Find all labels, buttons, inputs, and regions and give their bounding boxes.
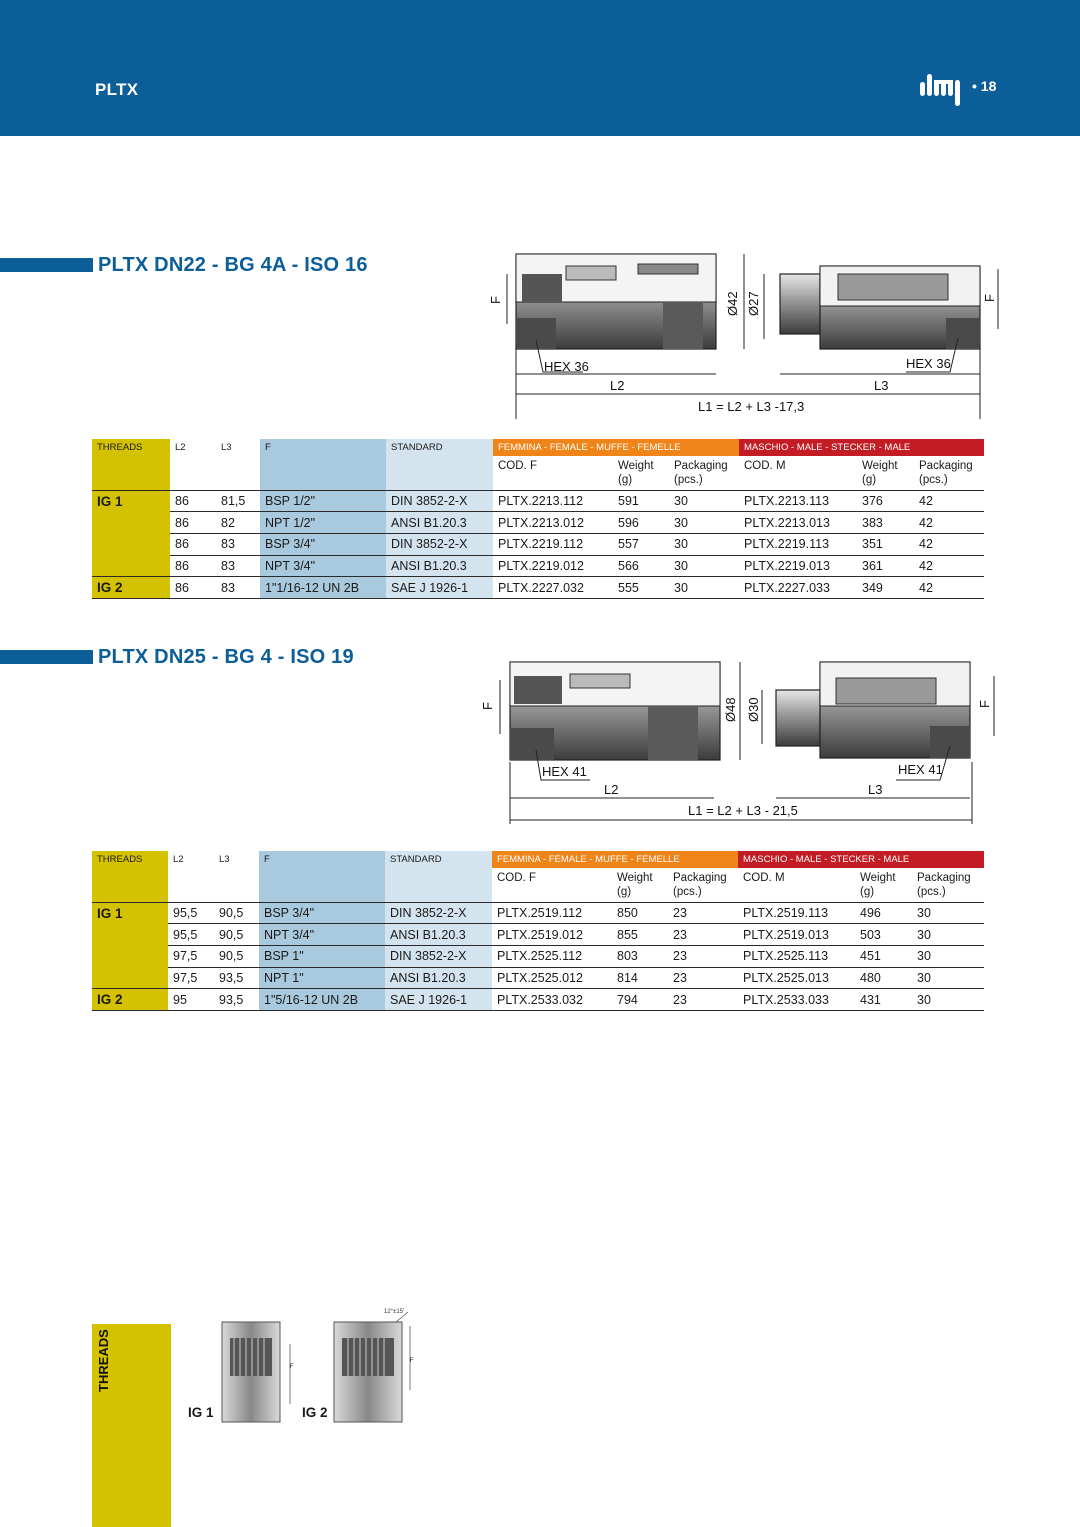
hdr-cell xyxy=(386,456,493,490)
packaging-unit: (pcs.) xyxy=(673,886,702,898)
cell-codf: PLTX.2219.112 xyxy=(493,533,613,555)
cell-l2: 86 xyxy=(170,533,216,555)
col-l3: L3 xyxy=(221,442,232,453)
coupling-drawing-dn22 xyxy=(488,244,1008,422)
ig2-label: IG 2 xyxy=(302,1405,328,1420)
cell-l3: 82 xyxy=(216,512,260,534)
cell-f: 1"5/16-12 UN 2B xyxy=(259,989,385,1011)
cell-l2: 86 xyxy=(170,555,216,577)
cell-l3: 83 xyxy=(216,577,260,599)
cell-l3: 81,5 xyxy=(216,490,260,512)
packaging-unit: (pcs.) xyxy=(917,886,946,898)
cell-thread xyxy=(92,967,168,989)
weight-unit: (g) xyxy=(617,886,632,898)
f-label: F xyxy=(410,1358,414,1364)
cell-codm: PLTX.2219.013 xyxy=(739,555,857,577)
cell-wm: 431 xyxy=(855,989,912,1011)
packaging-label: Packaging xyxy=(919,460,973,472)
table-row xyxy=(92,490,984,512)
cell-wf: 557 xyxy=(613,533,669,555)
cell-wm: 351 xyxy=(857,533,914,555)
cell-l3: 93,5 xyxy=(214,967,259,989)
cell-wf: 596 xyxy=(613,512,669,534)
col-f: F xyxy=(259,851,385,868)
cell-std: ANSI B1.20.3 xyxy=(386,555,493,577)
cell-pm: 42 xyxy=(914,577,984,599)
col-standard: STANDARD xyxy=(386,439,493,456)
col-pack-f xyxy=(668,868,738,902)
packaging-label: Packaging xyxy=(917,872,971,884)
cell-l2: 86 xyxy=(170,512,216,534)
cell-wm: 349 xyxy=(857,577,914,599)
cell-l2: 86 xyxy=(170,577,216,599)
cell-pf: 23 xyxy=(668,902,738,924)
hdr-cell xyxy=(260,456,386,490)
f-right-label: F xyxy=(977,700,992,708)
weight-unit: (g) xyxy=(618,474,633,486)
cell-l3: 90,5 xyxy=(214,902,259,924)
f-label: F xyxy=(290,1364,294,1370)
col-female: FEMMINA - FEMALE - MUFFE - FEMELLE xyxy=(493,439,739,456)
cell-l2: 95,5 xyxy=(168,924,214,946)
cell-pf: 23 xyxy=(668,945,738,967)
cell-wf: 803 xyxy=(612,945,668,967)
cell-pf: 30 xyxy=(669,512,739,534)
dia1-label: Ø42 xyxy=(725,291,740,316)
cell-thread: IG 2 xyxy=(92,989,168,1011)
f-right-label: F xyxy=(982,294,997,302)
spec-table-dn25 xyxy=(92,851,984,1011)
hdr-cell xyxy=(170,456,216,490)
cell-std: SAE J 1926-1 xyxy=(386,577,493,599)
col-l2: L2 xyxy=(175,442,186,453)
cell-pf: 23 xyxy=(668,924,738,946)
cell-codm: PLTX.2525.113 xyxy=(738,945,855,967)
weight-unit: (g) xyxy=(860,886,875,898)
cell-wm: 361 xyxy=(857,555,914,577)
section-title: PLTX DN22 - BG 4A - ISO 16 xyxy=(98,254,368,276)
col-weight-m xyxy=(855,868,912,902)
cell-pm: 42 xyxy=(914,490,984,512)
l3-label: L3 xyxy=(868,782,883,797)
cell-wm: 376 xyxy=(857,490,914,512)
col-male: MASCHIO - MALE - STECKER - MALE xyxy=(739,439,984,456)
hdr-cell xyxy=(214,868,259,902)
cell-std: DIN 3852-2-X xyxy=(386,490,493,512)
table-row xyxy=(92,577,984,599)
cell-codm: PLTX.2519.013 xyxy=(738,924,855,946)
cell-f: BSP 1/2" xyxy=(260,490,386,512)
packaging-label: Packaging xyxy=(674,460,728,472)
cell-std: ANSI B1.20.3 xyxy=(385,967,492,989)
cell-thread: IG 1 xyxy=(92,902,168,924)
hex-right-label: HEX 41 xyxy=(898,762,943,777)
cell-pm: 30 xyxy=(912,924,984,946)
col-weight-m xyxy=(857,456,914,490)
cell-f: BSP 3/4" xyxy=(259,902,385,924)
section-title: PLTX DN25 - BG 4 - ISO 19 xyxy=(98,646,354,668)
col-weight-f xyxy=(612,868,668,902)
cell-pm: 30 xyxy=(912,967,984,989)
col-f: F xyxy=(260,439,386,456)
cell-pf: 30 xyxy=(669,555,739,577)
cell-codf: PLTX.2525.012 xyxy=(492,967,612,989)
cell-wm: 503 xyxy=(855,924,912,946)
cell-wf: 794 xyxy=(612,989,668,1011)
cell-pm: 42 xyxy=(914,533,984,555)
cell-codf: PLTX.2525.112 xyxy=(492,945,612,967)
col-threads: THREADS xyxy=(92,439,170,456)
cell-thread: IG 1 xyxy=(92,490,170,512)
cell-wf: 855 xyxy=(612,924,668,946)
cell-l3: 90,5 xyxy=(214,945,259,967)
cell-codm: PLTX.2525.013 xyxy=(738,967,855,989)
cell-l2: 95,5 xyxy=(168,902,214,924)
cell-std: DIN 3852-2-X xyxy=(385,902,492,924)
cell-thread xyxy=(92,555,170,577)
cell-codf: PLTX.2519.112 xyxy=(492,902,612,924)
cell-l3: 93,5 xyxy=(214,989,259,1011)
col-cod-m: COD. M xyxy=(738,868,855,902)
cell-codm: PLTX.2533.033 xyxy=(738,989,855,1011)
cell-std: DIN 3852-2-X xyxy=(386,533,493,555)
cell-pf: 23 xyxy=(668,989,738,1011)
weight-unit: (g) xyxy=(862,474,877,486)
cell-l3: 83 xyxy=(216,555,260,577)
hdr-cell xyxy=(168,868,214,902)
cell-l2: 95 xyxy=(168,989,214,1011)
col-threads: THREADS xyxy=(92,851,168,868)
dia1-label: Ø48 xyxy=(723,697,738,722)
col-cod-f: COD. F xyxy=(492,868,612,902)
hdr-cell xyxy=(92,868,168,902)
col-cod-f: COD. F xyxy=(493,456,613,490)
l2-label: L2 xyxy=(610,378,625,393)
cell-f: 1"1/16-12 UN 2B xyxy=(260,577,386,599)
col-male: MASCHIO - MALE - STECKER - MALE xyxy=(738,851,984,868)
table-row xyxy=(92,555,984,577)
packaging-label: Packaging xyxy=(673,872,727,884)
cell-wf: 555 xyxy=(613,577,669,599)
weight-label: Weight xyxy=(862,460,898,472)
weight-label: Weight xyxy=(617,872,653,884)
col-l3: L3 xyxy=(219,854,230,865)
col-pack-m xyxy=(912,868,984,902)
spec-table-dn22 xyxy=(92,439,984,599)
cell-pf: 23 xyxy=(668,967,738,989)
cell-f: NPT 3/4" xyxy=(259,924,385,946)
cell-wf: 566 xyxy=(613,555,669,577)
col-weight-f xyxy=(613,456,669,490)
cell-wf: 814 xyxy=(612,967,668,989)
hex-left-label: HEX 36 xyxy=(544,359,589,374)
header-title: PLTX xyxy=(95,80,139,99)
dia2-label: Ø27 xyxy=(746,291,761,316)
cell-codm: PLTX.2219.113 xyxy=(739,533,857,555)
packaging-unit: (pcs.) xyxy=(674,474,703,486)
cell-pf: 30 xyxy=(669,577,739,599)
cell-wm: 451 xyxy=(855,945,912,967)
cell-pm: 42 xyxy=(914,512,984,534)
cell-thread xyxy=(92,533,170,555)
cell-l2: 97,5 xyxy=(168,967,214,989)
col-l2: L2 xyxy=(173,854,184,865)
cell-thread: IG 2 xyxy=(92,577,170,599)
cell-codf: PLTX.2219.012 xyxy=(493,555,613,577)
cell-f: NPT 1/2" xyxy=(260,512,386,534)
cell-pm: 30 xyxy=(912,902,984,924)
table-row xyxy=(92,512,984,534)
packaging-unit: (pcs.) xyxy=(919,474,948,486)
cell-f: NPT 3/4" xyxy=(260,555,386,577)
col-cod-m: COD. M xyxy=(739,456,857,490)
cell-codm: PLTX.2213.013 xyxy=(739,512,857,534)
section-accent-bar xyxy=(0,258,93,272)
cell-l3: 83 xyxy=(216,533,260,555)
dia2-label: Ø30 xyxy=(746,697,761,722)
cell-wf: 591 xyxy=(613,490,669,512)
hdr-cell xyxy=(385,868,492,902)
weight-label: Weight xyxy=(860,872,896,884)
cell-codf: PLTX.2227.032 xyxy=(493,577,613,599)
cell-pm: 42 xyxy=(914,555,984,577)
table-row xyxy=(92,924,984,946)
cell-codf: PLTX.2533.032 xyxy=(492,989,612,1011)
page-header xyxy=(0,0,1080,136)
angle-label: 12°±15' xyxy=(384,1309,405,1315)
hdr-cell xyxy=(92,456,170,490)
cell-thread xyxy=(92,924,168,946)
cell-l2: 86 xyxy=(170,490,216,512)
cell-pf: 30 xyxy=(669,533,739,555)
hdr-cell xyxy=(259,868,385,902)
col-pack-m xyxy=(914,456,984,490)
cell-std: DIN 3852-2-X xyxy=(385,945,492,967)
hex-right-label: HEX 36 xyxy=(906,356,951,371)
coupling-drawing-dn25 xyxy=(478,654,1003,826)
cell-thread xyxy=(92,945,168,967)
cell-wm: 480 xyxy=(855,967,912,989)
l3-label: L3 xyxy=(874,378,889,393)
cell-pf: 30 xyxy=(669,490,739,512)
cell-codf: PLTX.2519.012 xyxy=(492,924,612,946)
threads-label: THREADS xyxy=(96,1329,111,1392)
table-row xyxy=(92,989,984,1011)
cell-std: ANSI B1.20.3 xyxy=(386,512,493,534)
cell-wm: 496 xyxy=(855,902,912,924)
cell-codf: PLTX.2213.012 xyxy=(493,512,613,534)
cell-codm: PLTX.2519.113 xyxy=(738,902,855,924)
cell-l2: 97,5 xyxy=(168,945,214,967)
cell-l3: 90,5 xyxy=(214,924,259,946)
cell-thread xyxy=(92,512,170,534)
ig1-label: IG 1 xyxy=(188,1405,214,1420)
cell-f: NPT 1" xyxy=(259,967,385,989)
cell-std: ANSI B1.20.3 xyxy=(385,924,492,946)
cell-wf: 850 xyxy=(612,902,668,924)
table-row xyxy=(92,945,984,967)
cell-codm: PLTX.2213.113 xyxy=(739,490,857,512)
cell-pm: 30 xyxy=(912,945,984,967)
formula-label: L1 = L2 + L3 - 21,5 xyxy=(688,803,798,818)
l2-label: L2 xyxy=(604,782,619,797)
table-row xyxy=(92,902,984,924)
formula-label: L1 = L2 + L3 -17,3 xyxy=(698,399,805,414)
weight-label: Weight xyxy=(618,460,654,472)
table-row xyxy=(92,967,984,989)
cell-codm: PLTX.2227.033 xyxy=(739,577,857,599)
cell-f: BSP 1" xyxy=(259,945,385,967)
hdr-cell xyxy=(216,456,260,490)
f-left-label: F xyxy=(488,296,503,304)
col-female: FEMMINA - FEMALE - MUFFE - FEMELLE xyxy=(492,851,738,868)
company-logo-icon xyxy=(918,72,970,106)
col-pack-f xyxy=(669,456,739,490)
cell-f: BSP 3/4" xyxy=(260,533,386,555)
table-row xyxy=(92,533,984,555)
hex-left-label: HEX 41 xyxy=(542,764,587,779)
cell-wm: 383 xyxy=(857,512,914,534)
page-number: • 18 xyxy=(972,78,997,94)
cell-pm: 30 xyxy=(912,989,984,1011)
col-standard: STANDARD xyxy=(385,851,492,868)
cell-codf: PLTX.2213.112 xyxy=(493,490,613,512)
cell-std: SAE J 1926-1 xyxy=(385,989,492,1011)
f-left-label: F xyxy=(480,702,495,710)
section-accent-bar xyxy=(0,650,93,664)
